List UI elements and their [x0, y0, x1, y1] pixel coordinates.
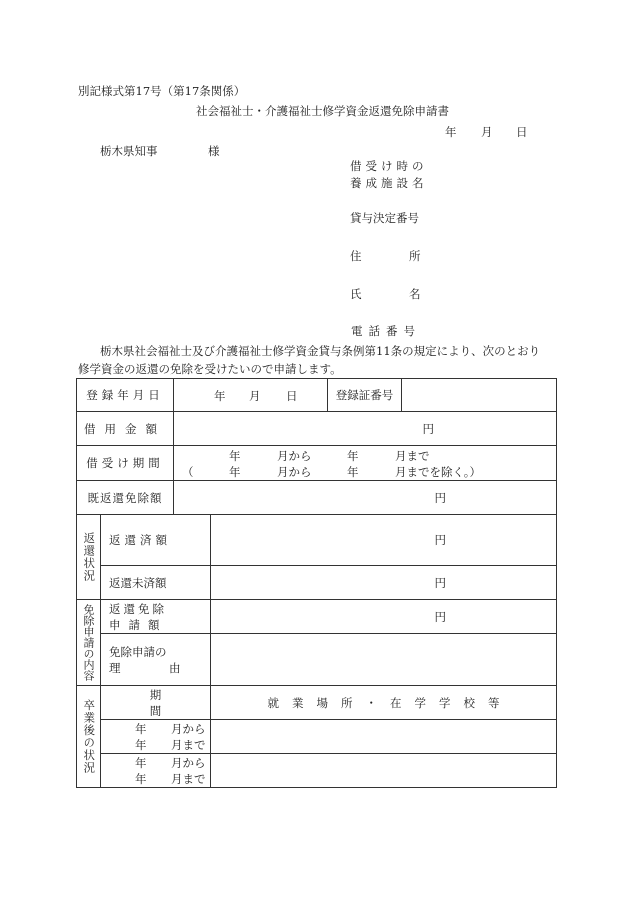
- after-grad-text: 卒業後の状況: [82, 699, 97, 774]
- history-header-row: [77, 686, 557, 720]
- loan-period-value[interactable]: [174, 446, 557, 481]
- already-exempt-value[interactable]: 円: [174, 481, 557, 515]
- name-label-b: 名: [409, 287, 421, 301]
- date-month: 月: [481, 125, 493, 139]
- reg-cert-value[interactable]: [402, 379, 557, 412]
- name-label-a: 氏: [350, 287, 362, 301]
- h2-to-label: 月まで: [171, 772, 206, 786]
- h1-from-year: 年: [135, 722, 147, 736]
- h2-from-year: 年: [135, 756, 147, 770]
- period-header: 期間: [101, 686, 211, 720]
- already-exempt-label: 既返還免除額: [77, 481, 174, 515]
- exempt-amount-value[interactable]: 円: [211, 600, 557, 634]
- exempt-amount-label: [101, 600, 211, 634]
- unrepaid-value[interactable]: 円: [211, 566, 557, 600]
- addressee: 栃木県知事: [100, 144, 158, 158]
- reg-month: 月: [249, 389, 261, 403]
- reg-date-value[interactable]: [174, 379, 328, 412]
- exempt-amount-row: [77, 600, 557, 634]
- h2-from-label: 月から: [171, 756, 206, 770]
- exempt-reason-line2a: 理: [109, 660, 121, 675]
- date-day: 日: [516, 125, 528, 139]
- exemption-text: 免除申請の内容: [82, 604, 95, 681]
- reg-day: 日: [286, 389, 298, 403]
- facility-label-line2: 養成施設名: [350, 176, 428, 190]
- repayment-status-text: 返還状況: [82, 532, 97, 582]
- period1-from: 月から: [277, 449, 312, 463]
- intro-line1: 栃木県社会福祉士及び介護福祉士修学資金貸与条例第11条の規定により、次のとおり: [100, 344, 541, 358]
- repayment-status-label: [77, 515, 101, 600]
- repaid-row: [77, 515, 557, 566]
- period2-until: 月までを除く。）: [395, 465, 482, 479]
- loan-period-row: [77, 446, 557, 481]
- exempt-amount-line2: 申請額: [109, 617, 168, 632]
- loan-amount-value[interactable]: 円: [174, 412, 557, 446]
- facility-label-line1: 借受け時の: [350, 159, 428, 173]
- exempt-amount-line1: 返還免除: [109, 601, 167, 616]
- exemption-label: [77, 600, 101, 686]
- h1-to-year: 年: [135, 738, 147, 752]
- loan-number-label: 貸与決定番号: [350, 211, 419, 225]
- history-place[interactable]: [211, 720, 557, 754]
- history-row: [77, 720, 557, 754]
- h2-to-year: 年: [135, 772, 147, 786]
- date-year: 年: [445, 125, 457, 139]
- unrepaid-row: [77, 566, 557, 600]
- period1-year: 年: [229, 449, 241, 463]
- address-label-a: 住: [350, 249, 362, 263]
- form-title: 社会福祉士・介護福祉士修学資金返還免除申請書: [196, 104, 449, 118]
- registration-row: [77, 379, 557, 412]
- repaid-label: 返還済額: [101, 515, 211, 566]
- h1-from-label: 月から: [171, 722, 206, 736]
- unrepaid-label: 返還未済額: [101, 566, 211, 600]
- form-number: 別記様式第17号（第17条関係）: [78, 84, 246, 98]
- exempt-reason-line1: 免除申請の: [109, 644, 167, 659]
- history-period[interactable]: [101, 720, 211, 754]
- repaid-value[interactable]: 円: [211, 515, 557, 566]
- exempt-reason-label: [101, 634, 211, 686]
- loan-amount-label: 借用金額: [77, 412, 174, 446]
- period2-from: 月から: [277, 465, 312, 479]
- honorific: 様: [208, 144, 220, 158]
- reg-cert-label: 登録証番号: [328, 379, 402, 412]
- after-grad-label: [77, 686, 101, 788]
- period2-year2: 年: [347, 465, 359, 479]
- loan-period-label: 借受け期間: [77, 446, 174, 481]
- exempt-reason-row: [77, 634, 557, 686]
- period2-open: （: [182, 465, 194, 479]
- h1-to-label: 月まで: [171, 738, 206, 752]
- period2-year: 年: [229, 465, 241, 479]
- loan-amount-row: [77, 412, 557, 446]
- history-period[interactable]: [101, 754, 211, 788]
- intro-line2: 修学資金の返還の免除を受けたいので申請します。: [78, 362, 342, 376]
- address-label-b: 所: [409, 249, 421, 263]
- workplace-header: 就業場所・在学学校等: [211, 686, 557, 720]
- phone-label: 電話番号: [351, 324, 421, 338]
- exempt-reason-line2b: 由: [169, 660, 181, 675]
- period1-until: 月まで: [395, 449, 430, 463]
- history-row: [77, 754, 557, 788]
- period1-year2: 年: [347, 449, 359, 463]
- reg-date-label: 登録年月日: [77, 379, 174, 412]
- history-place[interactable]: [211, 754, 557, 788]
- reg-year: 年: [214, 389, 226, 403]
- application-table: [76, 378, 557, 788]
- already-exempt-row: [77, 481, 557, 515]
- exempt-reason-value[interactable]: [211, 634, 557, 686]
